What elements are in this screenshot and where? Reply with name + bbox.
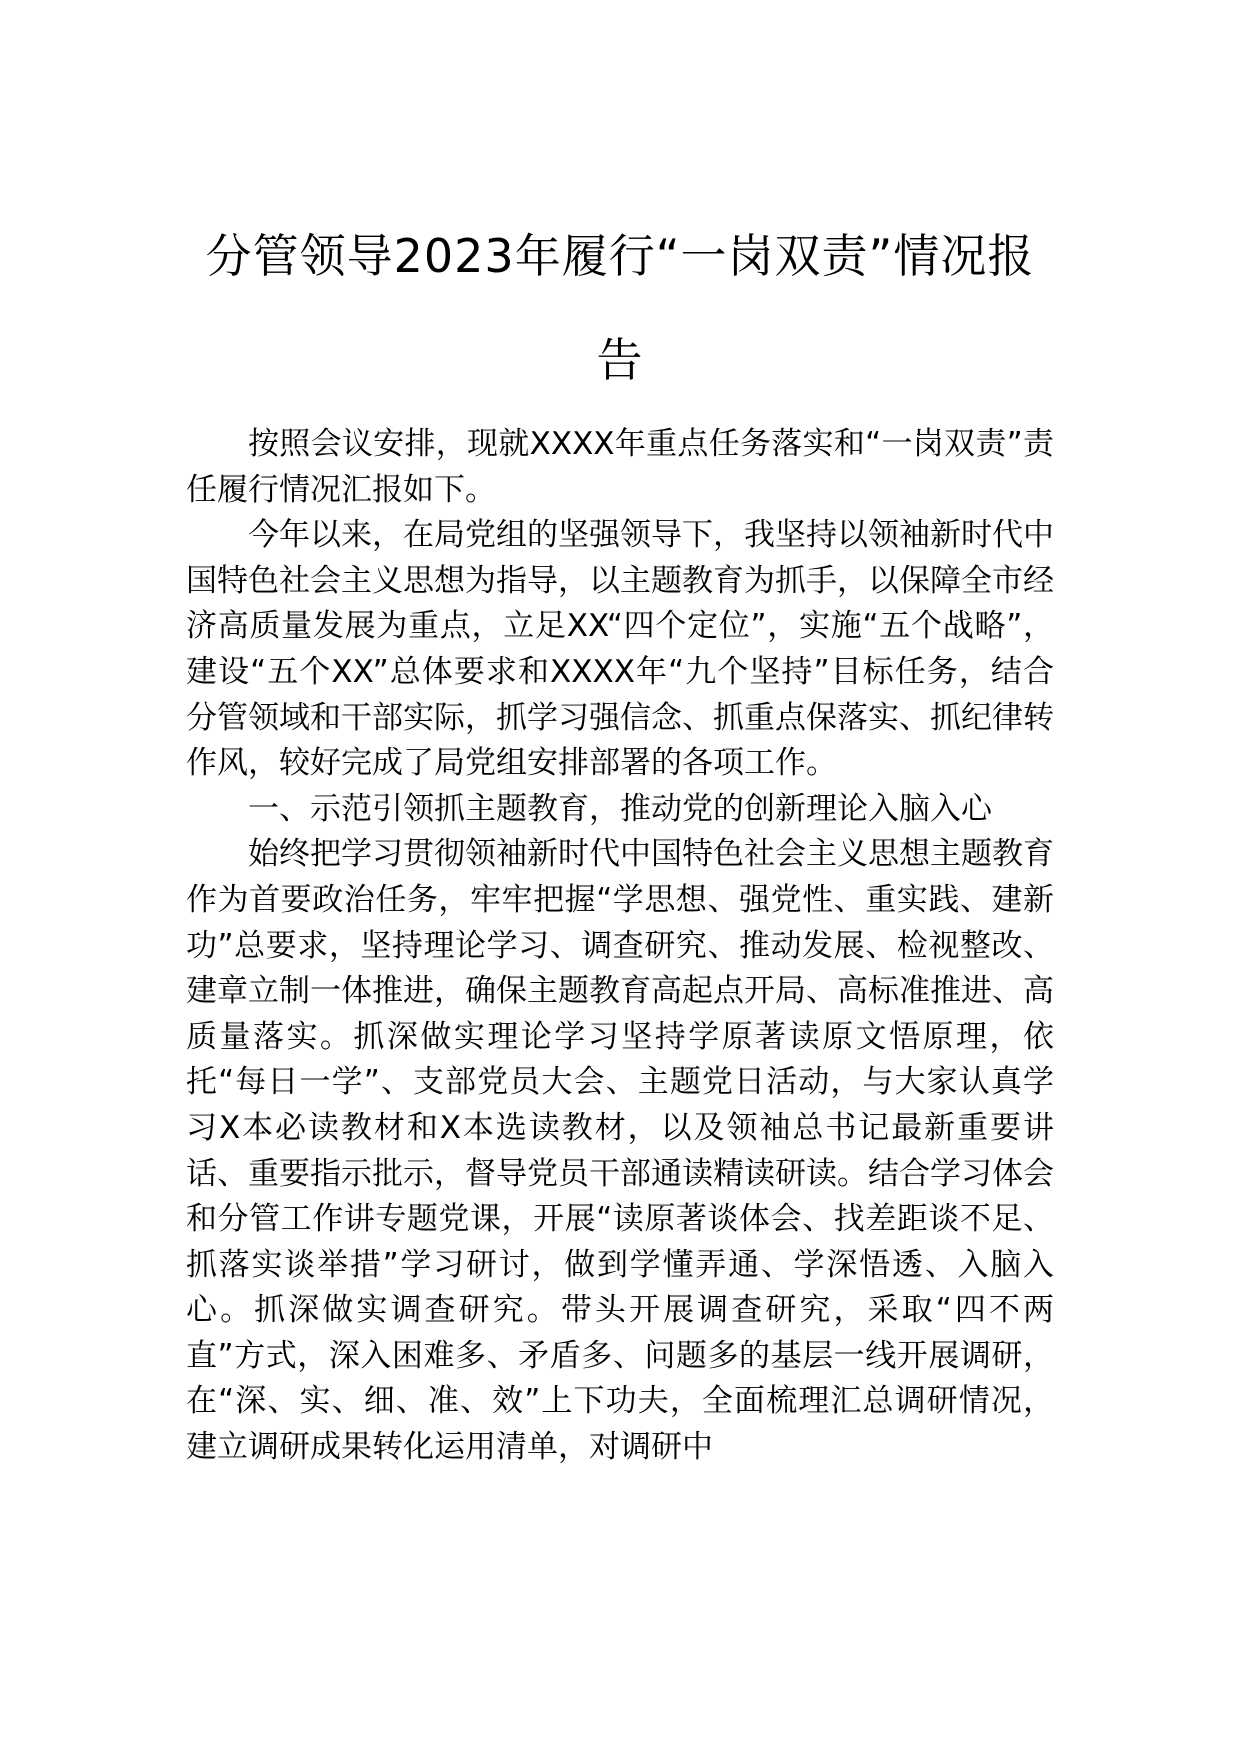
document-body — [186, 422, 1054, 1471]
section-1-paragraph: 始终把学习贯彻领袖新时代中国特色社会主义思想主题教育作为首要政治任务，牢牢把握“学思想、强党性、重实践、建新功”总要求，坚持理论学习、调查研究、推动发展、检视整改、建章立制一体推进，确保主题教育高起点开局、高标准推进、高质量落实。抓深做实理论学习坚持学原著读原文悟原理，依托“每日一学”、支部党员大会、主题党日活动，与大家认真学习X本必读教材和X本选读教材，以及领袖总书记最新重要讲话、重要指示批示，督导党员干部通读精读研读。结合学习体会和分管工作讲专题党课，开展“读原著谈体会、找差距谈不足、抓落实谈举措”学习研讨，做到学懂弄通、学深悟透、入脑入心。抓深做实调查研究。带头开展调查研究，采取“四不两直”方式，深入困难多、矛盾多、问题多的基层一线开展调研，在“深、实、细、准、效”上下功夫，全面梳理汇总调研情况，建立调研成果转化运用清单，对调研中 — [186, 836, 1054, 1466]
intro-paragraph: 按照会议安排，现就XXXX年重点任务落实和“一岗双责”责任履行情况汇报如下。 — [186, 426, 1054, 508]
section-heading-1: 一、示范引领抓主题教育，推动党的创新理论入脑入心 — [248, 790, 992, 827]
document-title: 分管领导2023年履行“一岗双责”情况报告 — [205, 229, 1035, 387]
overview-paragraph: 今年以来，在局党组的坚强领导下，我坚持以领袖新时代中国特色社会主义思想为指导，以主题教育为抓手，以保障全市经济高质量发展为重点，立足XX“四个定位”，实施“五个战略”，建设“五个XX”总体要求和XXXX年“九个坚持”目标任务，结合分管领域和干部实际，抓学习强信念、抓重点保落实、抓纪律转作风，较好完成了局党组安排部署的各项工作。 — [186, 517, 1054, 782]
